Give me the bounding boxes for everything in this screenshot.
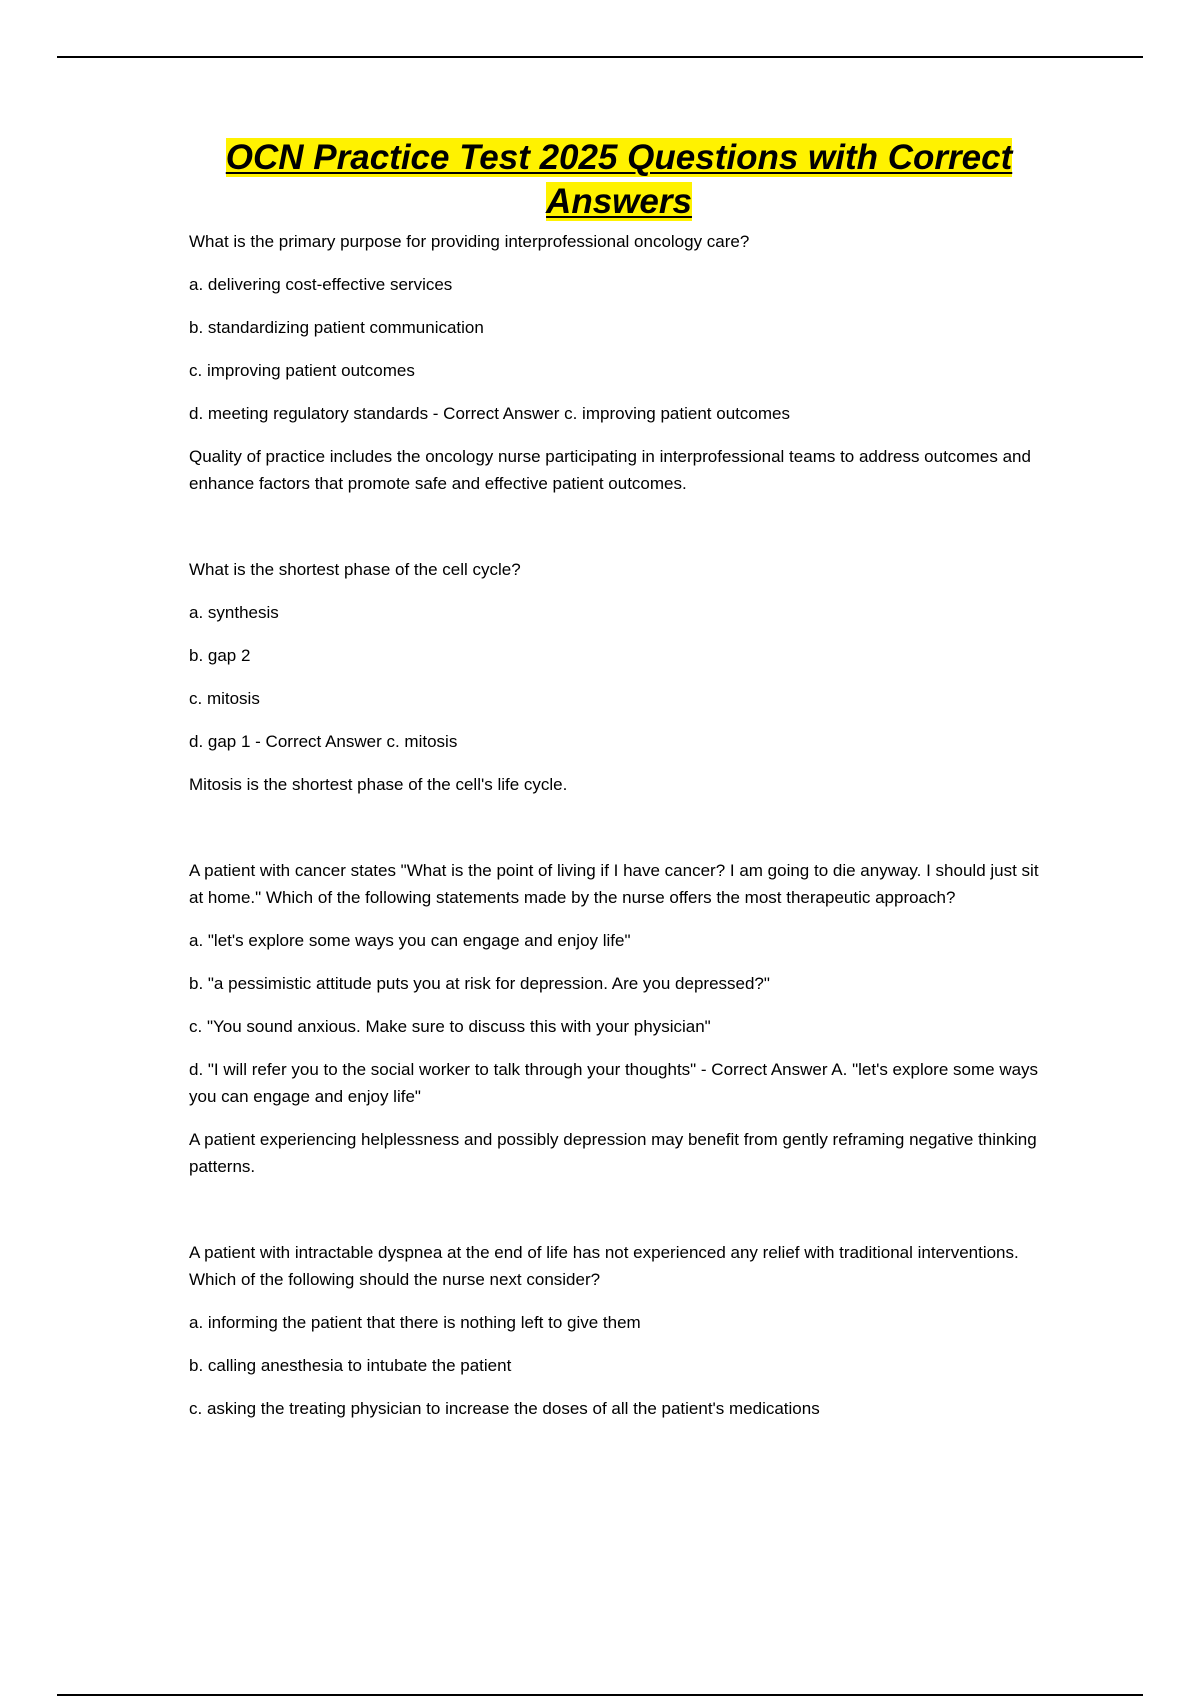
document-title: OCN Practice Test 2025 Questions with Correct Answers: [225, 138, 1013, 221]
rationale-text: Mitosis is the shortest phase of the cell's life cycle.: [189, 775, 568, 794]
question-text: What is the primary purpose for providing interprofessional oncology care?: [189, 232, 750, 251]
answer-option-with-correct-answer: d. meeting regulatory standards - Correct Answer c. improving patient outcomes: [189, 404, 790, 423]
answer-option: a. informing the patient that there is nothing left to give them: [189, 1313, 641, 1332]
answer-option-with-correct-answer: d. "I will refer you to the social worker to talk through your thoughts" - Correct Answer A. "let's explore some ways you can engage and enjoy life": [189, 1060, 1039, 1106]
answer-option-with-correct-answer: d. gap 1 - Correct Answer c. mitosis: [189, 732, 458, 751]
question-block: [189, 228, 1049, 497]
question-text: A patient with cancer states "What is the point of living if I have cancer? I am going to die anyway. I should just sit at home." Which of the following statements made by the nurse offers the most therapeutic approach?: [189, 861, 1039, 907]
answer-option: a. "let's explore some ways you can engage and enjoy life": [189, 931, 631, 950]
rationale-text: A patient experiencing helplessness and possibly depression may benefit from gently reframing negative thinking patterns.: [189, 1130, 1037, 1176]
spacer: [189, 1196, 1049, 1239]
rationale-text: Quality of practice includes the oncology nurse participating in interprofessional teams to address outcomes and enhance factors that promote safe and effective patient outcomes.: [189, 447, 1031, 493]
question-block: [189, 1239, 1049, 1422]
answer-option: b. "a pessimistic attitude puts you at risk for depression. Are you depressed?": [189, 974, 770, 993]
answer-option: a. synthesis: [189, 603, 279, 622]
answer-option: c. improving patient outcomes: [189, 361, 415, 380]
answer-option: b. calling anesthesia to intubate the patient: [189, 1356, 512, 1375]
question-text: A patient with intractable dyspnea at the end of life has not experienced any relief with traditional interventions. Which of the following should the nurse next consider?: [189, 1243, 1019, 1289]
spacer: [189, 513, 1049, 556]
answer-option: a. delivering cost-effective services: [189, 275, 453, 294]
answer-option: c. mitosis: [189, 689, 260, 708]
answer-option: b. gap 2: [189, 646, 251, 665]
bottom-rule: [57, 1694, 1143, 1696]
answer-option: b. standardizing patient communication: [189, 318, 484, 337]
top-rule: [57, 56, 1143, 58]
question-block: [189, 857, 1049, 1180]
question-block: [189, 556, 1049, 798]
answer-option: c. asking the treating physician to increase the doses of all the patient's medications: [189, 1399, 820, 1418]
question-text: What is the shortest phase of the cell cycle?: [189, 560, 521, 579]
answer-option: c. "You sound anxious. Make sure to discuss this with your physician": [189, 1017, 711, 1036]
spacer: [189, 814, 1049, 857]
document-body: [189, 136, 1049, 1438]
